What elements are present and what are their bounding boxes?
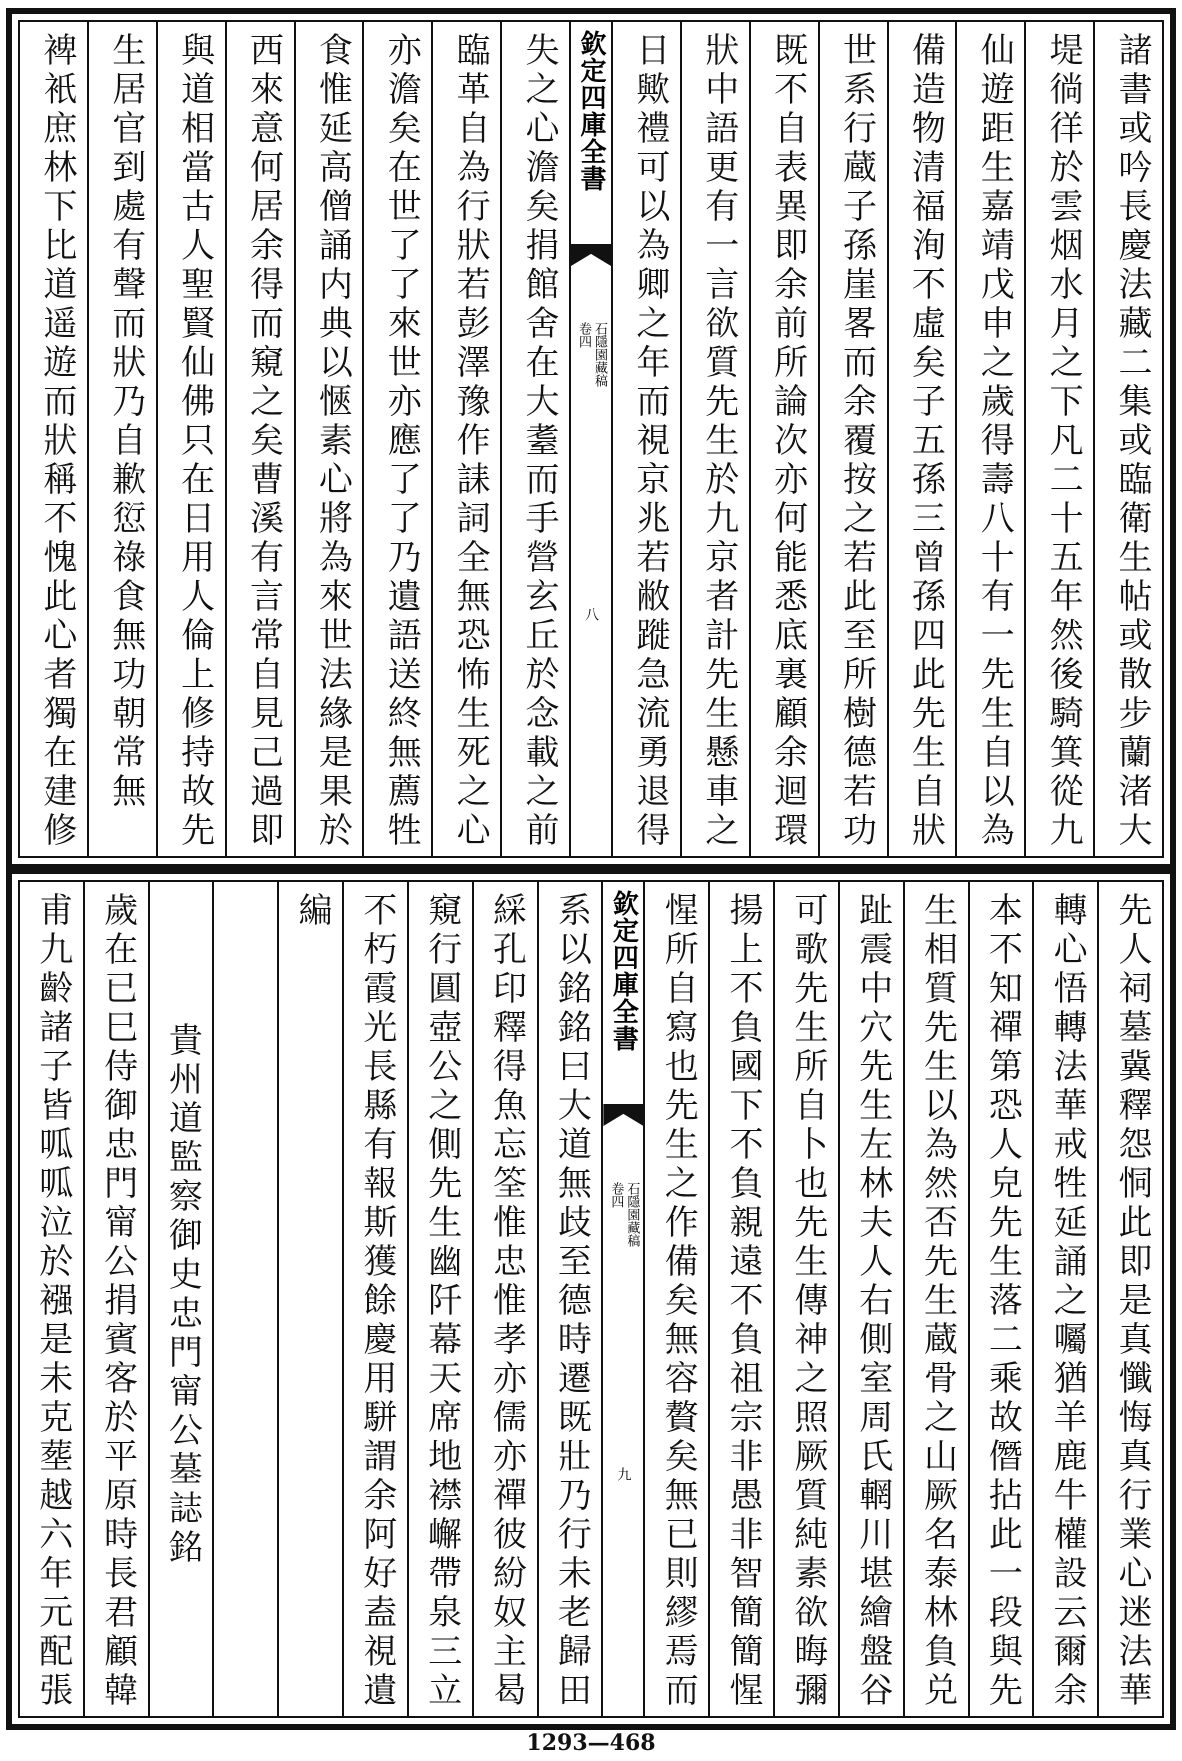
section-heading-column: 貴州道監察御史忠門甯公墓誌銘: [148, 882, 213, 1716]
text-column: 甫九齡諸子皆呱呱泣於襁是未克塟越六年元配張: [32, 892, 73, 1711]
volume-label: 卷四: [576, 322, 591, 348]
text-column: 不朽霞光長縣有報斯獲餘慶用駢謂余阿好盍視遺: [342, 882, 407, 1716]
text-column: 日歟禮可以為卿之年而視京兆若敝蹝急流勇退得: [611, 22, 680, 856]
text-column: 與道相當古人聖賢仙佛只在日用人倫上修持故先: [156, 22, 225, 856]
text-column: 先人祠墓冀釋怨恫此即是真懺悔真行業心迷法華: [1097, 882, 1162, 1716]
volume-label: 卷四: [608, 1182, 624, 1208]
text-column: 生相質先生以為然否先生蔵骨之山厥名泰林負兑: [903, 882, 968, 1716]
text-column: [212, 882, 277, 1716]
folio-number: 八: [583, 607, 599, 621]
text-column: 趾震中穴先生左林夫人右側室周氏輞川堪繪盤谷: [838, 882, 903, 1716]
text-column: 綵孔印釋得魚忘筌惟忠惟孝亦儒亦禪彼紛奴主曷: [472, 882, 537, 1716]
text-column: 轉心悟轉法華戒牲延誦之囑猶羊鹿牛權設云爾余: [1032, 882, 1097, 1716]
top-page: [0, 0, 1182, 880]
text-column: 狀中語更有一言欲質先生於九京者計先生懸車之: [680, 22, 749, 856]
top-text-columns: [20, 22, 1162, 856]
text-column: 世系行蔵子孫崖畧而余覆按之若此至所樹德若功: [818, 22, 887, 856]
text-column: 既不自表異即余前所論次亦何能悉底裏顧余迴環: [749, 22, 818, 856]
text-column: 惺所自寫也先生之作備矣無容贅矣無已則繆焉而: [643, 882, 708, 1716]
text-column: 編: [277, 882, 342, 1716]
fishtail-mark: [603, 1104, 643, 1126]
text-column: 裨衹庶林下比道遥遊而狀稱不愧此心者獨在建修: [36, 32, 77, 851]
center-subtitle: [571, 322, 611, 442]
text-column: 諸書或吟長慶法藏二集或臨衛生帖或散步蘭渚大: [1093, 22, 1162, 856]
text-column: 亦澹矣在世了了來世亦應了了乃遺語送終無薦牲: [362, 22, 431, 856]
center-fold: [569, 22, 611, 856]
text-column: 窺行圓壺公之側先生幽阡幕天席地襟嶰帶泉三立: [407, 882, 472, 1716]
text-column: 堤徜徉於雲烟水月之下凡二十五年然後騎箕從九: [1024, 22, 1093, 856]
text-column: 系以銘銘曰大道無歧至德時遷既壯乃行未老歸田: [537, 882, 602, 1716]
center-title: 欽定四庫全書: [608, 890, 639, 1052]
center-title: 欽定四庫全書: [576, 30, 606, 192]
text-column: 可歌先生所自卜也先生傳神之照厥質純素欲晦彌: [773, 882, 838, 1716]
bottom-page: [0, 860, 1182, 1740]
text-column: 本不知禪第恐人皃先生落二乘故僭拈此一段與先: [968, 882, 1033, 1716]
text-column: 臨革自為行狀若彭澤豫作誄詞全無恐怖生死之心: [431, 22, 500, 856]
book-title: 石隱園藏稿: [592, 322, 607, 387]
center-subtitle: [603, 1182, 643, 1302]
bottom-text-columns: [20, 882, 1162, 1716]
text-column: 西來意何居余得而窺之矣曹溪有言常自見己過即: [225, 22, 294, 856]
page-number: 1293—468: [526, 1730, 656, 1756]
text-column: 食惟延高僧誦内典以愜素心將為來世法緣是果於: [294, 22, 363, 856]
center-fold: [601, 882, 643, 1716]
text-column: 失之心澹矣捐館舍在大耋而手營玄丘於念載之前: [500, 22, 569, 856]
folio-number: 九: [615, 1467, 632, 1481]
text-column: 歲在已巳侍御忠門甯公捐賓客於平原時長君顧韓: [83, 882, 148, 1716]
text-column: 生居官到處有聲而狀乃自歉愆祿食無功朝常無: [87, 22, 156, 856]
text-column: 備造物清福洵不虛矣子五孫三曾孫四此先生自狀: [887, 22, 956, 856]
book-title: 石隱園藏稿: [624, 1182, 640, 1247]
fishtail-mark: [571, 244, 611, 266]
text-column: 仙遊距生嘉靖戊申之歲得壽八十有一先生自以為: [955, 22, 1024, 856]
text-column: 揚上不負國下不負親遠不負祖宗非愚非智簡簡惺: [708, 882, 773, 1716]
